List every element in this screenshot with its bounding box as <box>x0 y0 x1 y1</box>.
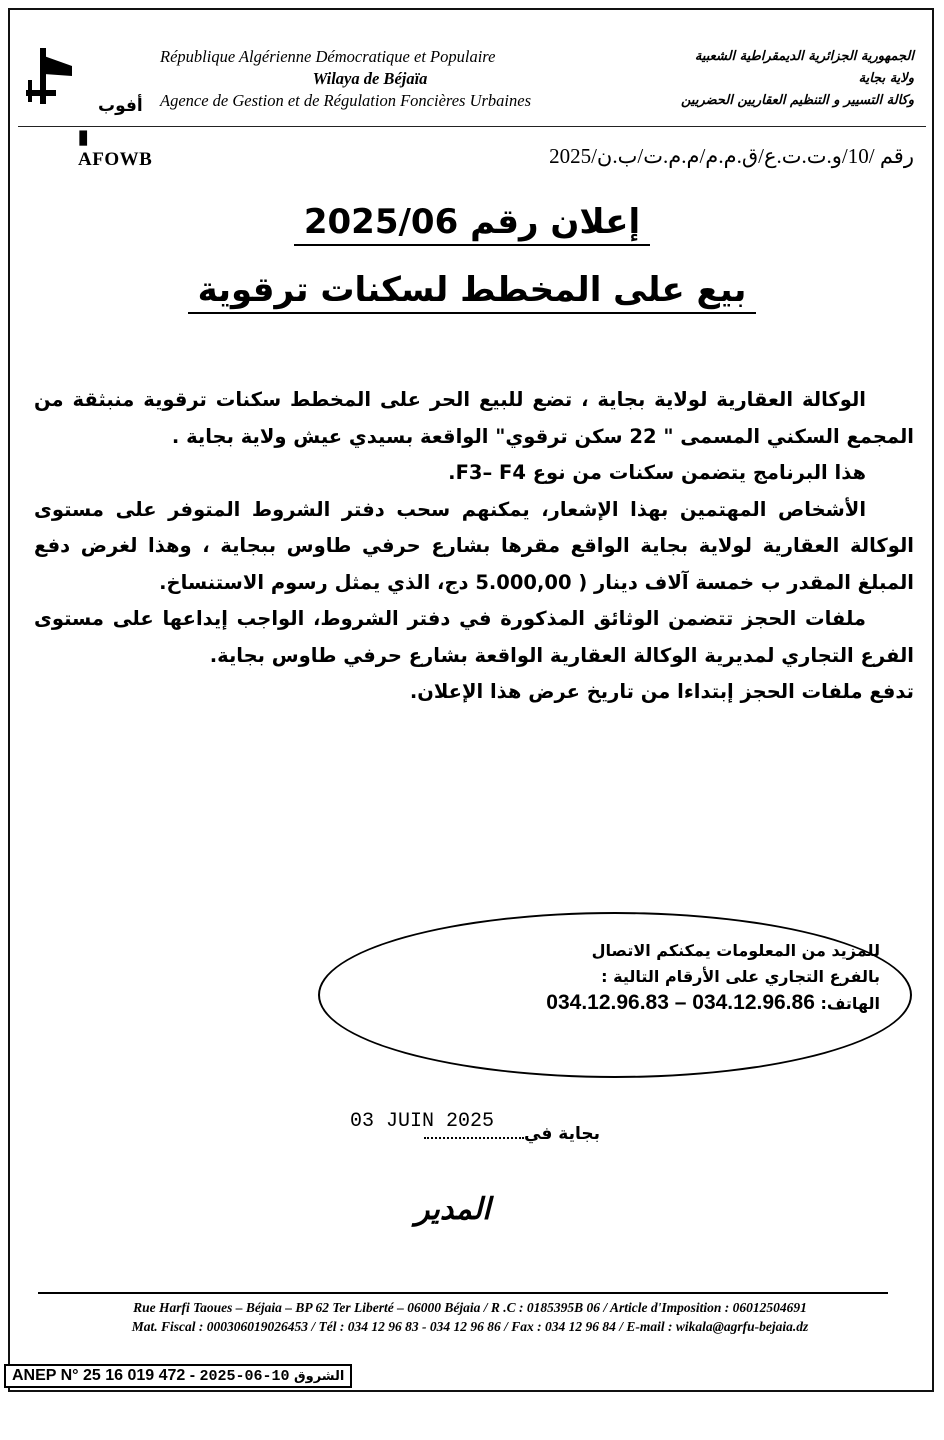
anep-date: 2025-06-10 <box>199 1368 290 1385</box>
date-stamp: 03 JUIN 2025 <box>350 1110 495 1133</box>
header-agency-ar: وكالة التسيير و التنظيم العقاريين الحضريين <box>681 93 914 108</box>
contact-info <box>360 938 880 1017</box>
signature-place: بجاية في <box>370 1124 600 1144</box>
footer-line-1: Rue Harfi Taoues – Béjaia – BP 62 Ter Liberté – 06000 Béjaia / R .C : 0185395B 06 / Article d'Imposition : 06012504691 <box>133 1300 807 1315</box>
afowb-logo <box>12 36 162 170</box>
footer-address <box>30 1298 910 1336</box>
footer-divider <box>38 1292 888 1294</box>
header-republic-fr: République Algérienne Démocratique et Populaire <box>160 47 496 66</box>
anep-stamp: ANEP N° 25 16 019 472 - 2025-06-10 الشروق <box>4 1364 352 1388</box>
contact-phones-line <box>360 990 880 1017</box>
paragraph-4: ملفات الحجز تتضمن الوثائق المذكورة في دفتر الشروط، الواجب إيداعها على مستوى الفرع التجاري لمديرية الوكالة العقارية الواقعة بشارع حرفي طاوس بجاية. <box>34 607 914 667</box>
footer-line-2: Mat. Fiscal : 000306019026453 / Tél : 034 12 96 83 - 034 12 96 86 / Fax : 034 12 96 84 / E-mail : wikala@agrfu-bejaia.dz <box>131 1319 809 1334</box>
logo-mark-icon <box>22 44 82 104</box>
anep-number: ANEP N° 25 16 019 472 <box>12 1367 186 1384</box>
header-divider <box>18 126 926 127</box>
announcement-body <box>34 382 914 711</box>
header-french <box>160 46 640 112</box>
paragraph-2: هذا البرنامج يتضمن سكنات من نوع F3– F4. <box>448 461 866 484</box>
header-agency-fr: Agence de Gestion et de Régulation Foncières Urbaines <box>160 91 531 110</box>
announcement-number: إعلان رقم 2025/06 <box>0 202 944 246</box>
header-wilaya-ar: ولاية بجاية <box>858 71 914 86</box>
header-wilaya-fr: Wilaya de Béjaïa <box>312 69 428 88</box>
header-republic-ar: الجمهورية الجزائرية الديمقراطية الشعبية <box>694 49 914 64</box>
reference-number: رقم /10/و.ت.ت.ع/ق.م.م/م.م.ت/ب.ن/2025 <box>549 144 914 168</box>
contact-line-1: للمزيد من المعلومات يمكنكم الاتصال <box>591 941 880 960</box>
logo-latin-text: ▮ AFOWB <box>78 127 153 170</box>
paragraph-3: الأشخاص المهتمين بهذا الإشعار، يمكنهم سحب دفتر الشروط المتوفر على مستوى الوكالة العقارية لولاية بجاية الواقع مقرها بشارع حرفي طاوس ببجاية ، وهذا لغرض دفع المبلغ المقدر ب خمسة آلاف دينار ( 5.000,00 دج، الذي يمثل رسوم الاستنساخ. <box>34 497 914 594</box>
contact-line-2: بالفرع التجاري على الأرقام التالية : <box>601 967 880 986</box>
paragraph-5: تدفع ملفات الحجز إبتداءا من تاريخ عرض هذا الإعلان. <box>409 680 914 703</box>
director-title: المدير <box>415 1192 491 1227</box>
announcement-subject: بيع على المخطط لسكنات ترقوية <box>0 270 944 314</box>
header-arabic <box>644 46 914 112</box>
newspaper-name: الشروق <box>294 1369 345 1384</box>
logo-arabic-text: أفوب <box>98 96 143 116</box>
phone-numbers: 034.12.96.83 – 034.12.96.86 <box>546 991 815 1014</box>
paragraph-1: الوكالة العقارية لولاية بجاية ، تضع للبيع الحر على المخطط سكنات ترقوية منبثقة من المجمع السكني المسمى " 22 سكن ترقوي" الواقعة بسيدي عيش ولاية بجاية . <box>34 388 914 448</box>
phone-label: الهاتف: <box>820 994 880 1013</box>
